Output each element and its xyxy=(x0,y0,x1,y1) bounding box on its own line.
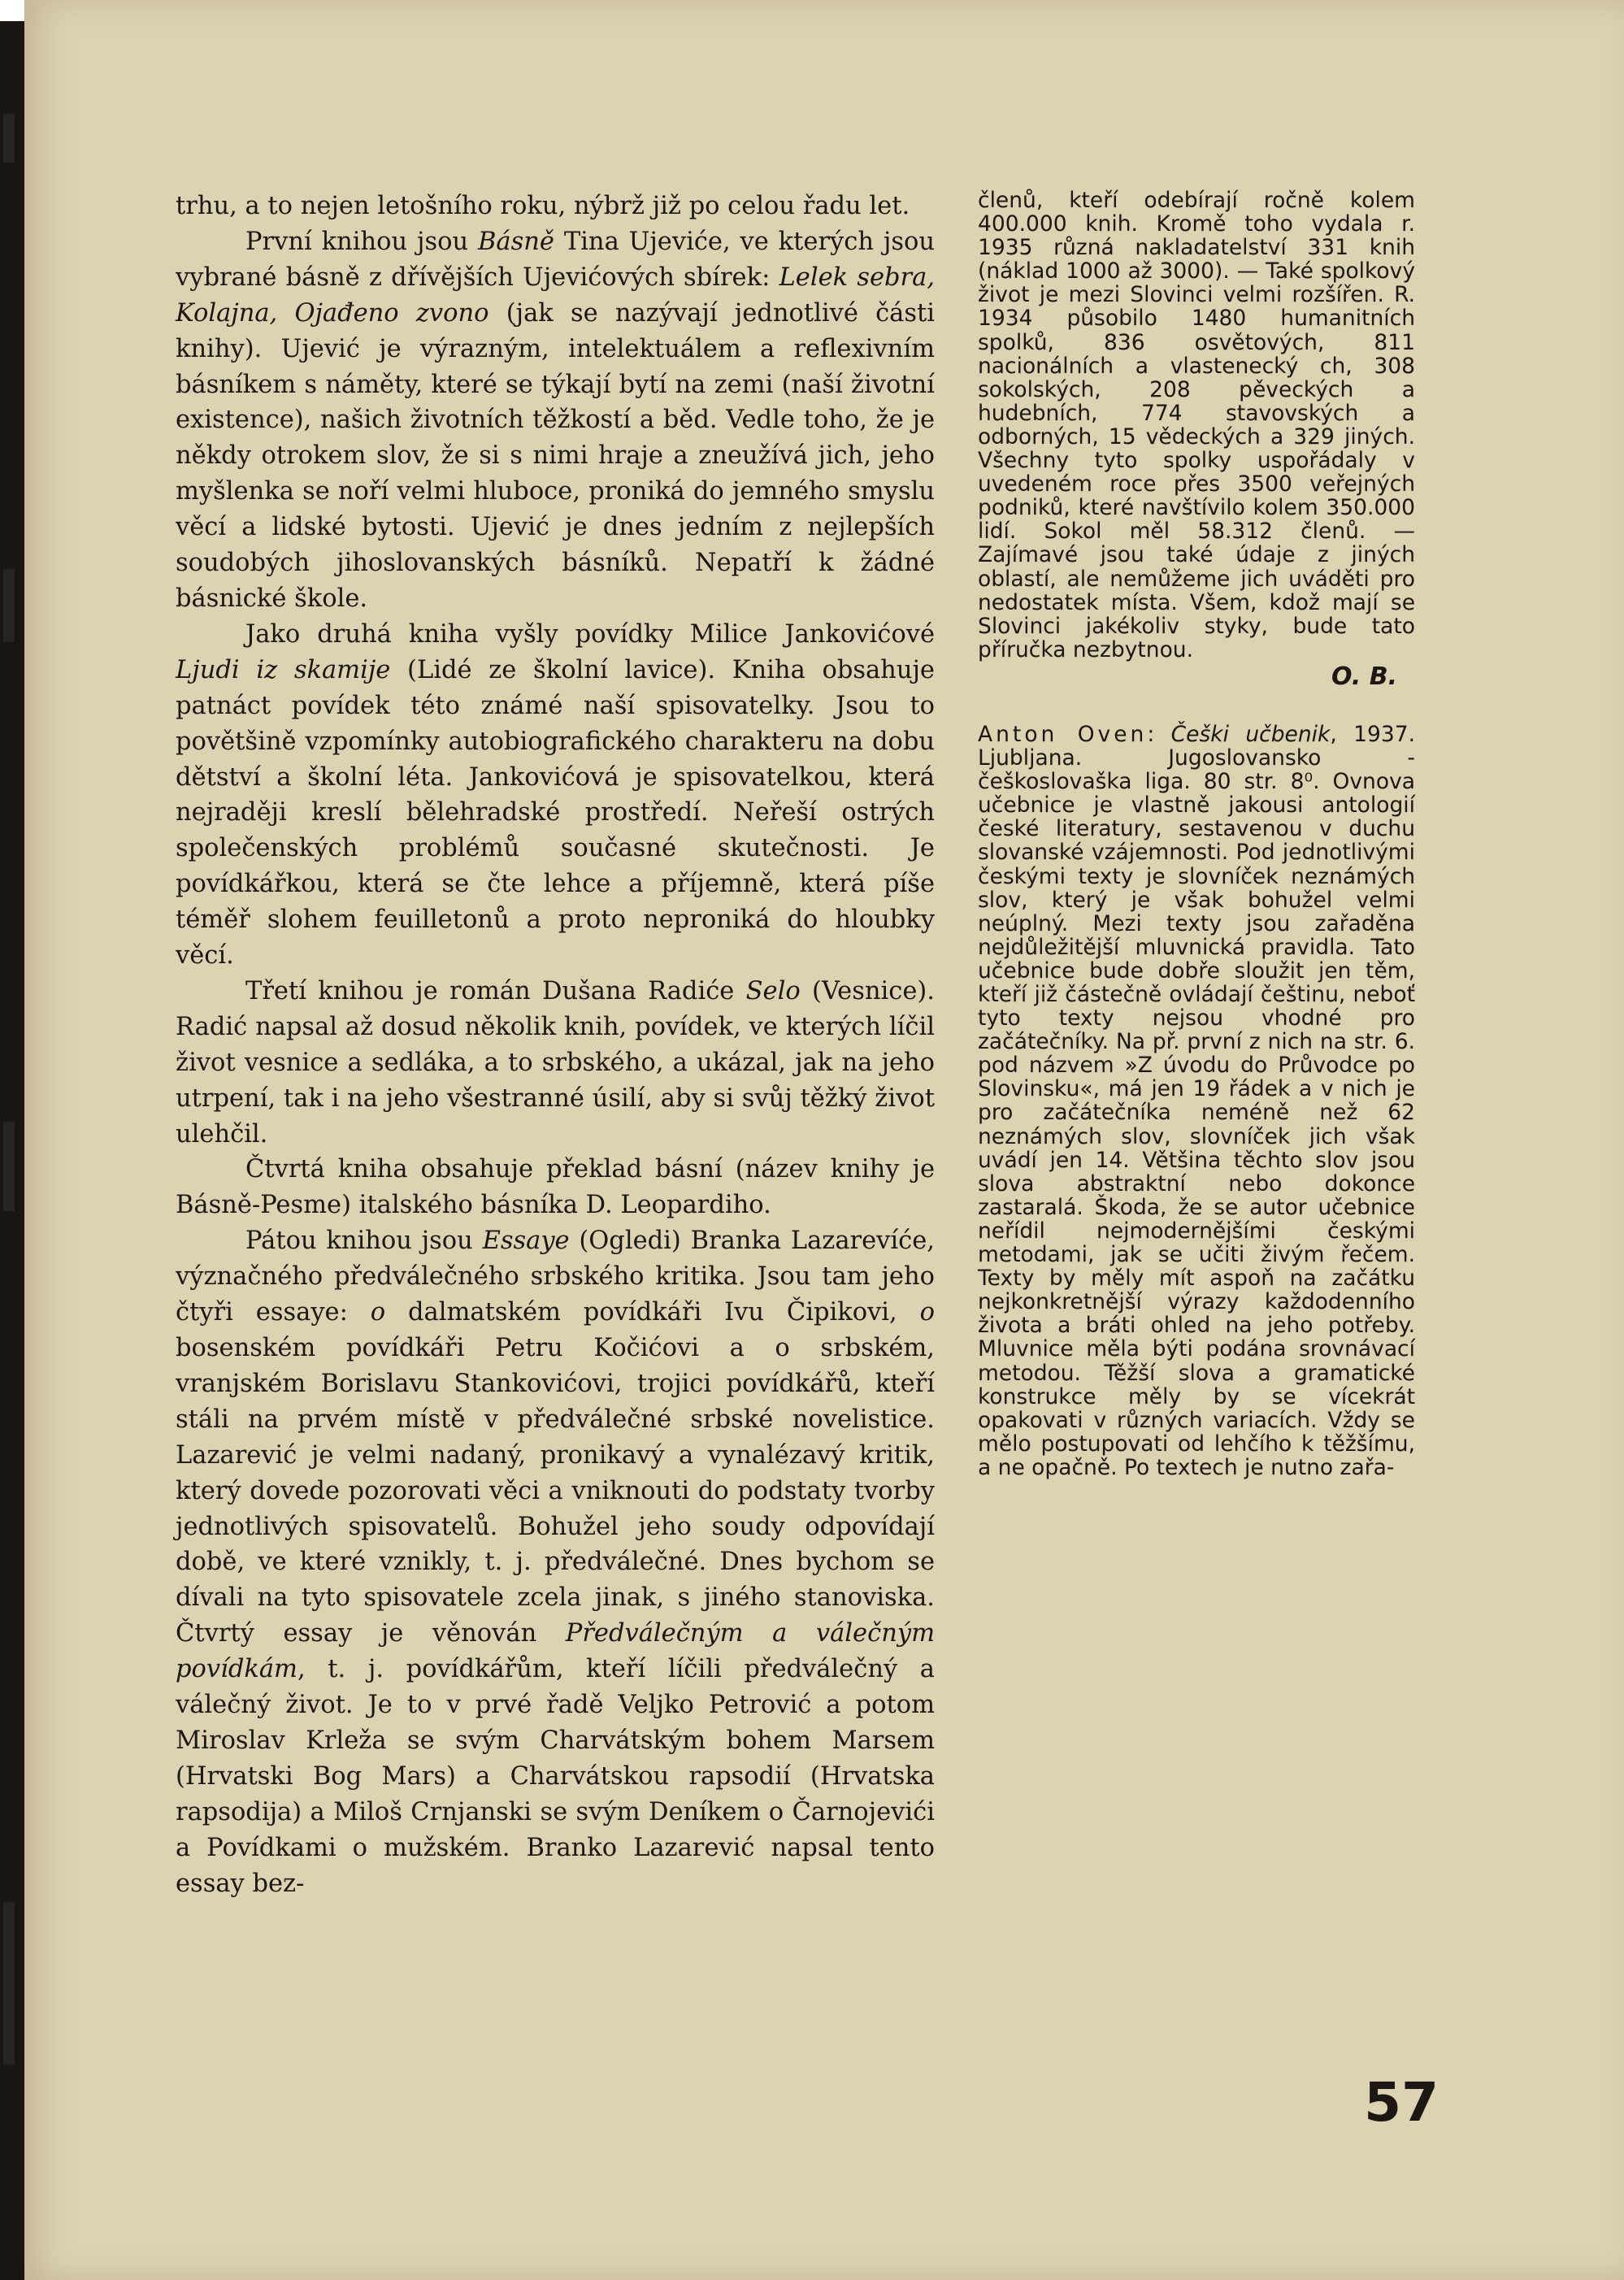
paragraph: Třetí knihou je román Dušana Radiće Selo (Vesnice). Radić napsal až dosud několik knih, povídek, ve kterých líčil život vesnice a sedláka, a to srbského, a ukázal, jak na jeho utrpení, tak i na jeho všestranné úsilí, aby si svůj těžký život ulehčil. xyxy=(176,976,935,1149)
book-title: Češki učbenik xyxy=(1170,721,1331,747)
book-title: Lelek sebra, Kolajna, Ojađeno zvono xyxy=(176,263,935,328)
binding-mark xyxy=(3,569,15,642)
binding-mark xyxy=(3,1902,15,2065)
signature: O. B. xyxy=(1331,662,1397,691)
book-title: Básně xyxy=(478,227,554,256)
book-title: Předválečným a válečným povídkám xyxy=(176,1619,935,1684)
binding-mark xyxy=(3,114,15,163)
review-author: Anton Oven xyxy=(978,721,1148,747)
right-column xyxy=(978,189,1415,1479)
paragraph: Jako druhá kniha vyšly povídky Milice Jankovićové Ljudi iz skamije (Lidé ze školní lavice). Kniha obsahuje patnáct povídek této známé naší spisovatelky. Jsou to povětšině vzpomínky autobiografického charakteru na dobu dětství a školní léta. Jankovićová je spisovatelkou, která nejraději kreslí bělehradské prostředí. Neřeší ostrých společenských problémů současné skutečnosti. Je povídkářkou, která se čte lehce a příjemně, která píše téměř slohem feuilletonů a proto neproniká do hloubky věcí. xyxy=(176,619,935,971)
left-column xyxy=(176,189,935,1902)
review-paragraph: Anton Oven: Češki učbenik, 1937. Ljubljana. Jugoslovansko - češkoslovaška liga. 80 str. 8⁰. Ovnova učebnice je vlastně jakousi antologií české literatury, sestavenou v duchu slovanské vzájemnosti. Pod jednotlivými českými texty je slovníček neznámých slov, který je však bohužel velmi neúplný. Mezi texty jsou zařaděna nejdůležitější mluvnická pravidla. Tato učebnice bude dobře sloužit jen těm, kteří již částečně ovládají češtinu, neboť tyto texty nejsou vhodné pro začátečníky. Na př. první z nich na str. 6. pod názvem »Z úvodu do Průvodce po Slovinsku«, má jen 19 řádek a v nich je pro začátečníka neméně než 62 neznámých slov, slovníček jich však uvádí jen 14. Většina těchto slov jsou slova abstraktní nebo dokonce zastaralá. Škoda, že se autor učebnice neřídil nejmodernějšími českými metodami, jak se učiti živým řečem. Texty by měly mít aspoň na začátku nejkonkretnější výrazy každodenního života a bráti ohled na jeho potřeby. Mluvnice měla býti podána srovnávací metodou. Těžší slova a gramatické konstrukce měly by se vícekrát opakovati v různých variacích. Vždy se mělo postupovati od lehčího k těžšímu, a ne opačně. Po textech je nutno zařa- xyxy=(978,721,1416,1480)
book-title: Selo xyxy=(745,976,801,1005)
page-number: 57 xyxy=(1364,2071,1439,2134)
paragraph: trhu, a to nejen letošního roku, nýbrž již po celou řadu let. xyxy=(176,192,910,220)
paragraph: Čtvrtá kniha obsahuje překlad básní (název knihy je Básně-Pesme) italského básníka D. Leopardiho. xyxy=(176,1155,935,1220)
paragraph: členů, kteří odebírají ročně kolem 400.000 knih. Kromě toho vydala r. 1935 různá nakladatelství 331 knih (náklad 1000 až 3000). — Také spolkový život je mezi Slovinci velmi rozšířen. R. 1934 působilo 1480 humanitních spolků, 836 osvětových, 811 nacionálních a vlastenecký ch, 308 sokolských, 208 pěveckých a hudebních, 774 stavovských a odborných, 15 vědeckých a 329 jiných. Všechny tyto spolky uspořádaly v uvedeném roce přes 3500 veřejných podniků, které navštívilo kolem 350.000 lidí. Sokol měl 58.312 členů. — Zajímavé jsou také údaje z jiných oblastí, ale nemůžeme jich uváděti pro nedostatek místa. Všem, kdož mají se Slovinci jakékoliv styky, bude tato příručka nezbytnou. xyxy=(978,188,1415,662)
paragraph: První knihou jsou Básně Tina Ujeviće, ve kterých jsou vybrané básně z dřívějších Ujevićových sbírek: Lelek sebra, Kolajna, Ojađeno zvono (jak se nazývají jednotlivé části knihy). Ujević je výrazným, intelektuálem a reflexivním básníkem s náměty, které se týkají bytí na zemi (naší životní existence), našich životních těžkostí a běd. Vedle toho, že je někdy otrokem slov, že si s nimi hraje a zneužívá jich, jeho myšlenka se noří velmi hluboce, proniká do jemného smyslu věcí a lidské bytosti. Ujević je dnes jedním z nejlepších soudobých jihoslovanských básníků. Nepatří k žádné básnické škole. xyxy=(176,227,935,613)
book-title: Ljudi iz skamije xyxy=(176,655,391,684)
book-title: Essaye xyxy=(482,1227,570,1256)
binding-mark xyxy=(3,1122,15,1211)
paragraph: Pátou knihou jsou Essaye (Ogledi) Branka Lazarevíće, význačného předválečného srbského kritika. Jsou tam jeho čtyři essaye: o dalmatském povídkáři Ivu Čipikovi, o bosenském povídkáři Petru Kočićovi a o srbském, vranjském Borislavu Stankovićovi, trojici povídkářů, kteří stáli na prvém místě v předválečné srbské novelistice. Lazarević je velmi nadaný, pronikavý a vynalézavý kritik, který dovede pozorovati věci a vniknouti do podstaty tvorby jednotlivých spisovatelů. Bohužel jeho soudy odpovídají době, ve které vznikly, t. j. předválečné. Dnes bychom se dívali na tyto spisovatele zcela jinak, s jiného stanoviska. Čtvrtý essay je věnován Předválečným a válečným povídkám, t. j. povídkářům, kteří líčili předválečný a válečný život. Je to v prvé řadě Veljko Petrović a potom Miroslav Krleža se svým Charvátským bohem Marsem (Hrvatski Bog Mars) a Charvátskou rapsodií (Hrvatska rapsodija) a Miloš Crnjanski se svým Deníkem o Čarnojevići a Povídkami o mužském. Branko Lazarević napsal tento essay bez- xyxy=(176,1227,935,1898)
